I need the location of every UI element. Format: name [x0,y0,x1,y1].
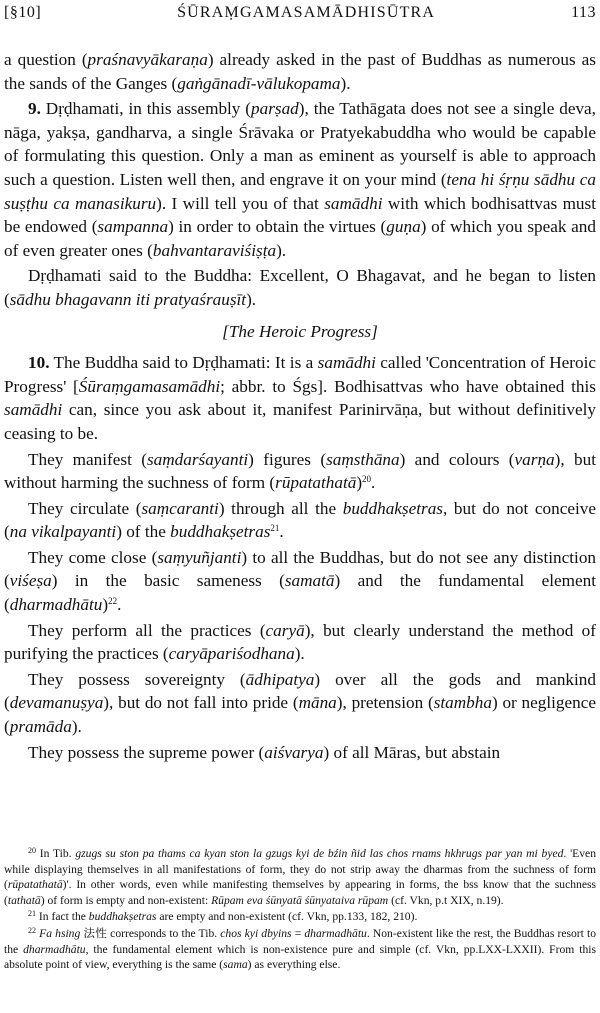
footnote-number: 22 [28,925,36,935]
paragraph: They possess sovereignty (ādhipatya) over all the gods and mankind (devamanuṣya), but do not fall into pride (māna), pretension (stambha) or negligence (pramāda). [4,669,596,737]
paragraph: They manifest (saṃdarśayanti) figures (saṃsthāna) and colours (varṇa), but without harming the suchness of form (rūpatathatā)$^{20}$. [4,449,596,493]
section-heading: [The Heroic Progress] [222,321,378,341]
footnotes [4,846,596,974]
footnote: $^{21}$ In fact the buddhakṣetras are empty and non-existent (cf. Vkn, pp.133, 182, 210). [28,909,418,924]
footnote-ref: 20 [362,474,372,485]
section-marker: [§10] [4,4,42,21]
paragraph: 9. Dṛḍhamati, in this assembly (parṣad), the Tathāgata does not see a single deva, nāga, yakṣa, gandharva, a single Śrāvaka or Pratyekabuddha who would be capable of formulating this question. Only a man as eminent as yourself is able to approach such a question. Listen well then, and engrave it on your mind (tena hi śṛṇu sādhu ca suṣṭhu ca manasikuru). I will tell you of that samādhi with which bodhisattvas must be endowed (sampanna) in order to obtain the virtues (guṇa) of which you speak and of even greater ones (bahvantaraviśiṣṭa). [4,99,596,260]
paragraph: They circulate (saṃcaranti) through all the buddhakṣetras, but do not conceive (na vikalpayanti) of the buddhakṣetras$^{21}$. [4,498,596,542]
footnote-ref: 21 [270,523,280,534]
paragraph: They come close (saṃyuñjanti) to all the Buddhas, but do not see any distinction (viśeṣa) in the basic sameness (samatā) and the fundamental element (dharmadhātu)$^{22}$. [4,547,597,615]
paragraph: They possess the supreme power (aiśvarya) of all Māras, but abstain [28,742,501,762]
main-text [4,48,596,764]
paragraph-number: 9. [28,99,41,119]
footnote: $^{20}$ In Tib. gzugs su ston pa thams ca kyan ston la gzugs kyi de bźin ñid las chos rnams hkhrugs par yan mi byed. 'Even while displaying themselves in all manifestations of form, they do not strip away the dharmas from the suchness of form (rūpatathatā)'. In other words, even while manifesting themselves by appearing in forms, the bss know that the suchness (tathatā) of form is empty and non-existent: Rūpam eva śūnyatā śūnyataiva rūpam (cf. Vkn, p.t XIX, n.19). [4,846,596,907]
footnote: $^{22}$ Fa hsing 法性 corresponds to the Tib. chos kyi dbyins = dharmadhātu. Non-existent like the rest, the Buddhas resort to the dharmadhātu, the fundamental element which is non-existence pure and simple (cf. Vkn, pp.LXX-LXXII). From this absolute point of view, everything is the same (sama) as everything else. [4,925,597,972]
running-header [4,4,596,30]
paragraph: They perform all the practices (caryā), but clearly understand the method of purifying the practices (caryāpariśodhana). [4,620,596,664]
footnote-number: 21 [28,909,36,919]
page-number: 113 [571,4,596,21]
paragraph: 10. The Buddha said to Dṛḍhamati: It is a samādhi called 'Concentration of Heroic Progress' [Śūraṃgamasamādhi; abbr. to Śgs]. Bodhisattvas who have obtained this samādhi can, since you ask about it, manifest Parinirvāṇa, but without definitively ceasing to be. [4,353,596,443]
running-title: ŚŪRAṂGAMASAMĀDHISŪTRA [177,4,436,21]
paragraph: Dṛḍhamati said to the Buddha: Excellent, O Bhagavat, and he began to listen (sādhu bhagavann iti pratyaśrauṣīt). [4,266,596,309]
footnote-ref: 22 [108,596,118,607]
paragraph: a question (praśnavyākaraṇa) already asked in the past of Buddhas as numerous as the sands of the Ganges (gaṅgānadī-vālukopama). [4,50,596,93]
footnote-number: 20 [28,846,36,855]
paragraph-number: 10. [28,353,50,373]
